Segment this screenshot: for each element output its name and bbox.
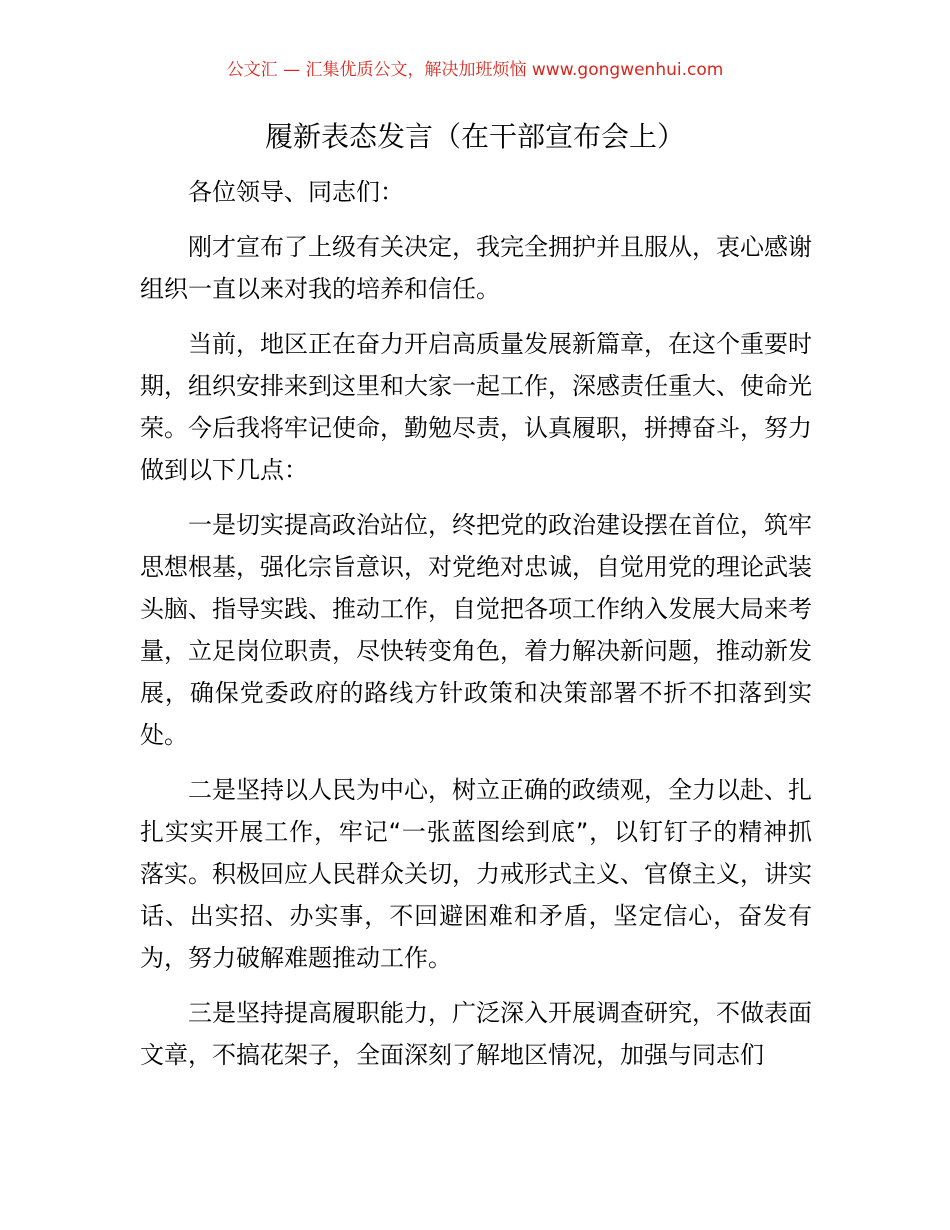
paragraph-3: 一是切实提高政治站位，终把党的政治建设摆在首位，筑牢思想根基，强化宗旨意识，对党绝对忠诚，自觉用党的理论武装头脑、指导实践、推动工作，自觉把各项工作纳入发展大局来考量，立足岗位职责，尽快转变角色，着力解决新问题，推动新发展，确保党委政府的路线方针政策和决策部署不折不扣落到实处。 — [140, 511, 812, 749]
document-body — [140, 171, 812, 1089]
paragraph-4: 二是坚持以人民为中心，树立正确的政绩观，全力以赴、扎扎实实开展工作，牢记“一张蓝图绘到底”，以钉钉子的精神抓落实。积极回应人民群众关切，力戒形式主义、官僚主义，讲实话、出实招、办实事，不回避困难和矛盾，坚定信心，奋发有为，努力破解难题推动工作。 — [140, 776, 812, 972]
paragraph-2: 当前，地区正在奋力开启高质量发展新篇章，在这个重要时期，组织安排来到这里和大家一起工作，深感责任重大、使命光荣。今后我将牢记使命，勤勉尽责，认真履职，拼搏奋斗，努力做到以下几点： — [140, 330, 812, 484]
paragraph-5: 三是坚持提高履职能力，广泛深入开展调查研究，不做表面文章，不搞花架子，全面深刻了解地区情况，加强与同志们 — [140, 999, 812, 1069]
header-banner: 公文汇 — 汇集优质公文，解决加班烦恼 www.gongwenhui.com — [226, 60, 724, 80]
document-title: 履新表态发言（在干部宣布会上） — [264, 120, 685, 153]
salutation: 各位领导、同志们： — [188, 178, 404, 206]
paragraph-1: 刚才宣布了上级有关决定，我完全拥护并且服从，衷心感谢组织一直以来对我的培养和信任。 — [140, 233, 812, 303]
